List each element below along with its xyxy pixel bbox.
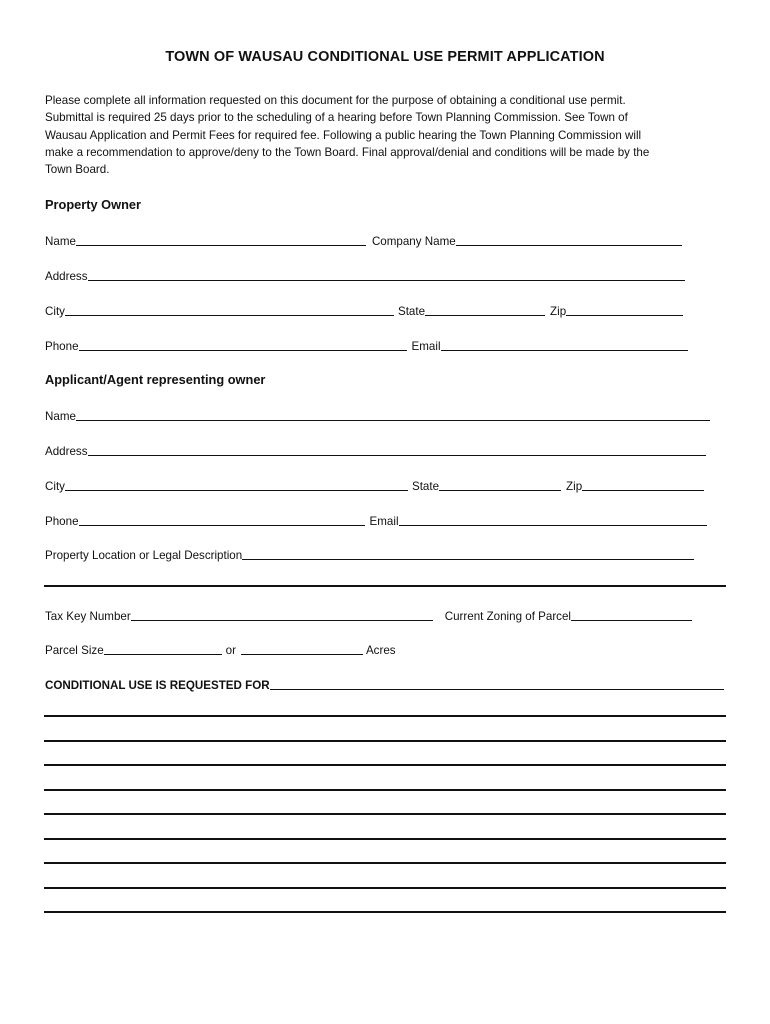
owner-name-row xyxy=(45,232,682,248)
owner-phone-row xyxy=(45,337,688,353)
acres-label: Acres xyxy=(365,644,396,657)
intro-line: make a recommendation to approve/deny to the Town Board. Final approval/denial and conditions will be made by the xyxy=(45,145,650,159)
conditional-use-line[interactable] xyxy=(44,838,726,840)
property-owner-heading: Property Owner xyxy=(45,197,142,212)
owner-address-field[interactable] xyxy=(88,268,685,281)
owner-company-label: Company Name xyxy=(371,235,456,248)
applicant-name-label: Name xyxy=(45,410,76,423)
owner-phone-label: Phone xyxy=(45,340,79,353)
applicant-state-field[interactable] xyxy=(439,478,561,491)
applicant-address-field[interactable] xyxy=(88,443,706,456)
property-location-label: Property Location or Legal Description xyxy=(45,549,243,562)
conditional-use-line[interactable] xyxy=(44,813,726,815)
property-location-row xyxy=(45,546,694,562)
parcel-acres-field[interactable] xyxy=(241,642,363,655)
property-location-field[interactable] xyxy=(242,547,694,560)
conditional-use-field[interactable] xyxy=(270,677,724,690)
owner-state-label: State xyxy=(397,305,426,318)
current-zoning-field[interactable] xyxy=(571,608,692,621)
conditional-use-label: CONDITIONAL USE IS REQUESTED FOR xyxy=(45,679,270,692)
owner-phone-field[interactable] xyxy=(79,338,407,351)
applicant-address-row xyxy=(45,442,706,458)
conditional-use-line[interactable] xyxy=(44,740,726,742)
applicant-zip-label: Zip xyxy=(566,480,583,493)
owner-city-row xyxy=(45,302,683,318)
form-title: TOWN OF WAUSAU CONDITIONAL USE PERMIT APPLICATION xyxy=(165,49,605,65)
conditional-use-line[interactable] xyxy=(44,764,726,766)
conditional-use-line[interactable] xyxy=(44,887,726,889)
property-location-continuation-line[interactable] xyxy=(44,585,726,587)
owner-address-label: Address xyxy=(45,270,88,283)
applicant-city-label: City xyxy=(45,480,65,493)
applicant-zip-field[interactable] xyxy=(582,478,704,491)
applicant-city-row xyxy=(45,477,704,493)
parcel-size-row xyxy=(45,641,396,657)
tax-key-label: Tax Key Number xyxy=(45,610,131,623)
applicant-name-field[interactable] xyxy=(76,408,710,421)
conditional-use-line[interactable] xyxy=(44,862,726,864)
owner-company-field[interactable] xyxy=(456,233,682,246)
parcel-size-or-label: or xyxy=(225,644,236,657)
owner-zip-field[interactable] xyxy=(566,303,683,316)
applicant-heading: Applicant/Agent representing owner xyxy=(45,372,266,387)
current-zoning-label: Current Zoning of Parcel xyxy=(444,610,572,623)
intro-line: Town Board. xyxy=(45,163,110,177)
applicant-name-row xyxy=(45,407,710,423)
owner-name-label: Name xyxy=(45,235,76,248)
conditional-use-line[interactable] xyxy=(44,911,726,913)
conditional-use-line[interactable] xyxy=(44,789,726,791)
applicant-email-label: Email xyxy=(369,515,399,528)
owner-state-field[interactable] xyxy=(425,303,545,316)
owner-address-row xyxy=(45,267,685,283)
applicant-phone-row xyxy=(45,512,707,528)
intro-line: Wausau Application and Permit Fees for required fee. Following a public hearing the Town Planning Commission will xyxy=(45,128,642,142)
applicant-city-field[interactable] xyxy=(65,478,408,491)
applicant-phone-label: Phone xyxy=(45,515,79,528)
parcel-size-field[interactable] xyxy=(104,642,222,655)
owner-email-label: Email xyxy=(411,340,441,353)
applicant-phone-field[interactable] xyxy=(79,513,365,526)
owner-name-field[interactable] xyxy=(76,233,366,246)
applicant-email-field[interactable] xyxy=(399,513,707,526)
tax-key-row xyxy=(45,607,692,623)
conditional-use-line[interactable] xyxy=(44,715,726,717)
owner-zip-label: Zip xyxy=(550,305,567,318)
tax-key-field[interactable] xyxy=(131,608,433,621)
owner-city-label: City xyxy=(45,305,65,318)
intro-line: Please complete all information requested on this document for the purpose of obtaining a conditional use permit. xyxy=(45,94,626,107)
owner-city-field[interactable] xyxy=(65,303,394,316)
intro-paragraph xyxy=(45,92,735,178)
intro-line: Submittal is required 25 days prior to the scheduling of a hearing before Town Planning Commission. See Town of xyxy=(45,111,628,125)
applicant-state-label: State xyxy=(411,480,440,493)
parcel-size-label: Parcel Size xyxy=(45,644,104,657)
applicant-address-label: Address xyxy=(45,445,88,458)
owner-email-field[interactable] xyxy=(441,338,688,351)
conditional-use-row xyxy=(45,676,724,692)
